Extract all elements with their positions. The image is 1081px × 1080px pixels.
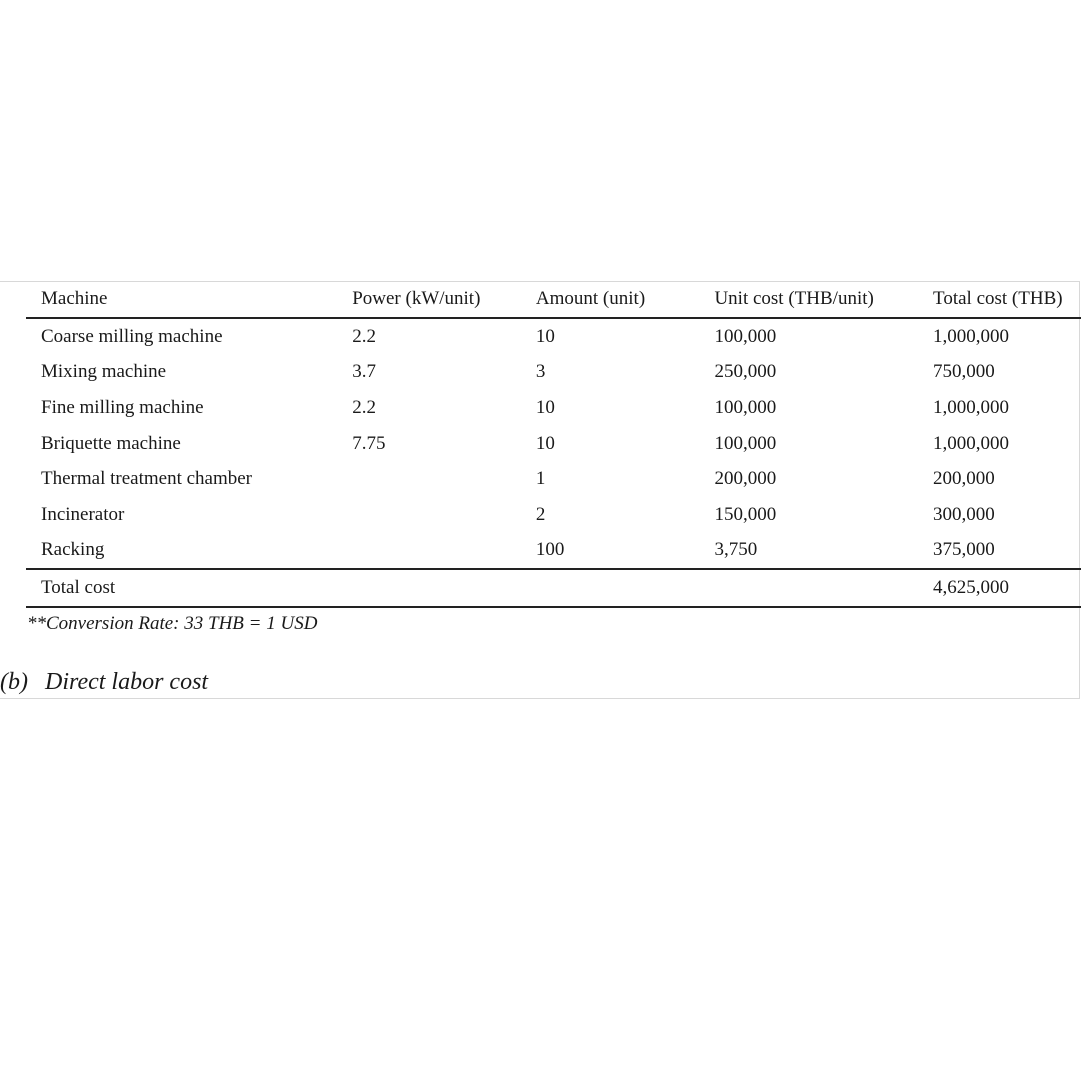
table-row <box>26 461 1081 497</box>
cell-unit-cost: 100,000 <box>714 325 777 347</box>
cell-total-cost: 300,000 <box>933 503 995 525</box>
cell-amount: 2 <box>535 503 546 525</box>
cell-unit-cost: 250,000 <box>714 361 777 383</box>
cell-total-cost: 200,000 <box>933 468 995 490</box>
cell-machine: Briquette machine <box>41 432 181 454</box>
conversion-footnote: **Conversion Rate: 33 THB = 1 USD <box>27 613 318 634</box>
cell-total-cost: 1,000,000 <box>933 396 1010 418</box>
cell-machine: Mixing machine <box>41 361 167 383</box>
section-heading <box>0 669 208 696</box>
total-empty-unit-cost <box>699 569 918 607</box>
table-row <box>26 390 1081 426</box>
header-amount: Amount (unit) <box>521 281 700 318</box>
cell-machine: Coarse milling machine <box>41 325 223 347</box>
cell-total-cost: 750,000 <box>933 361 995 383</box>
cell-unit-cost: 3,750 <box>714 539 758 561</box>
total-empty-power <box>337 569 521 607</box>
cell-power <box>337 497 521 533</box>
cell-power: 7.75 <box>352 432 386 454</box>
cell-amount: 10 <box>535 432 555 454</box>
machine-cost-table <box>26 281 1081 608</box>
table-header-row <box>26 281 1081 318</box>
table-row <box>26 355 1081 391</box>
total-empty-amount <box>521 569 700 607</box>
cell-machine: Incinerator <box>41 503 125 525</box>
table-row <box>26 426 1081 462</box>
total-label: Total cost <box>26 569 337 607</box>
cell-power <box>337 461 521 497</box>
header-power: Power (kW/unit) <box>337 281 521 318</box>
cell-power <box>337 533 521 570</box>
cell-unit-cost: 100,000 <box>714 396 777 418</box>
cell-power: 2.2 <box>352 325 376 347</box>
table-row <box>26 318 1081 355</box>
cell-amount: 3 <box>535 361 546 383</box>
header-total-cost: Total cost (THB) <box>918 281 1081 318</box>
cell-power: 2.2 <box>352 396 376 418</box>
section-title: Direct labor cost <box>45 669 209 695</box>
header-machine: Machine <box>26 281 337 318</box>
cell-amount: 1 <box>535 468 546 490</box>
cell-machine: Fine milling machine <box>41 396 204 418</box>
cell-amount: 10 <box>535 325 555 347</box>
cell-amount: 10 <box>535 396 555 418</box>
cell-unit-cost: 200,000 <box>714 468 777 490</box>
section-marker: (b) <box>0 669 28 695</box>
cell-total-cost: 1,000,000 <box>933 325 1010 347</box>
cell-power: 3.7 <box>352 361 376 383</box>
cell-total-cost: 1,000,000 <box>933 432 1010 454</box>
cell-unit-cost: 100,000 <box>714 432 777 454</box>
table-row <box>26 533 1081 570</box>
total-row <box>26 569 1081 607</box>
cell-machine: Thermal treatment chamber <box>41 468 253 490</box>
cell-machine: Racking <box>41 539 105 561</box>
cell-total-cost: 375,000 <box>933 539 995 561</box>
total-value: 4,625,000 <box>918 569 1081 607</box>
cell-unit-cost: 150,000 <box>714 503 777 525</box>
table-row <box>26 497 1081 533</box>
header-unit-cost: Unit cost (THB/unit) <box>699 281 918 318</box>
cell-amount: 100 <box>535 539 565 561</box>
